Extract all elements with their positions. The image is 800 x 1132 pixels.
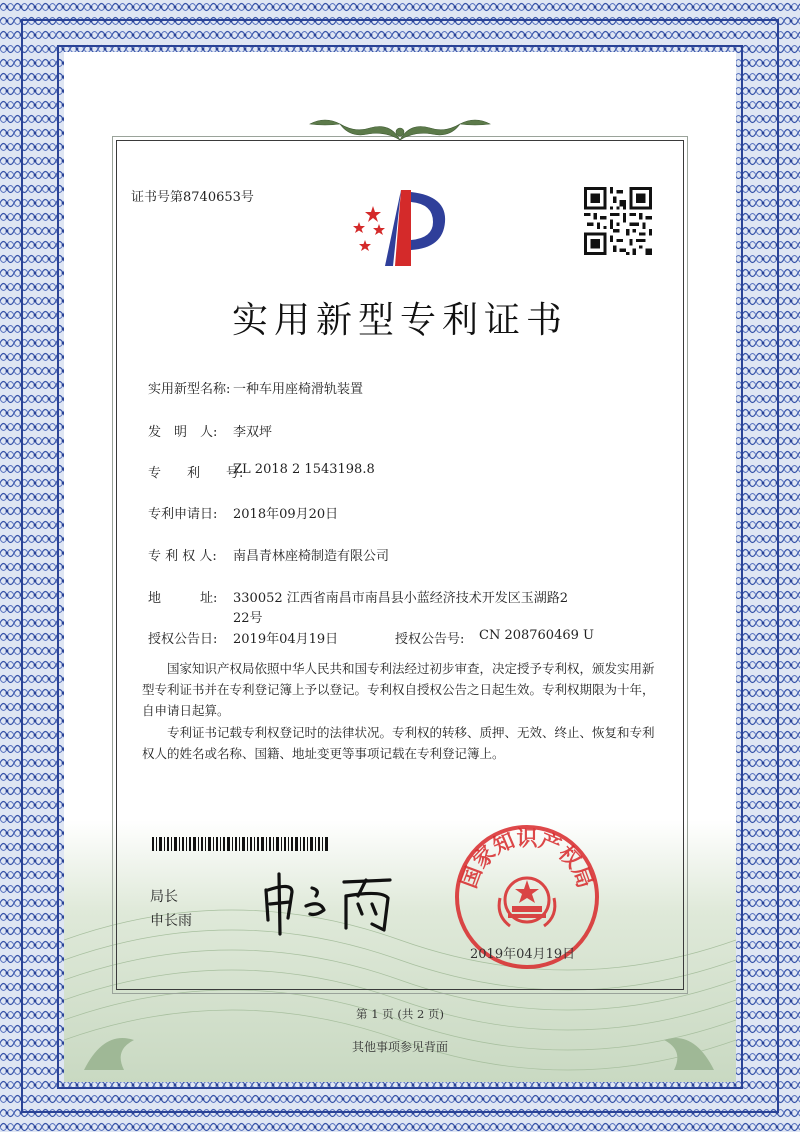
inventor-label: 发 明 人:: [148, 425, 218, 440]
seal-text: 国家知识产权局: [456, 826, 598, 892]
patent-number-label: 专 利 号:: [148, 466, 244, 481]
patentee-value: 南昌青林座椅制造有限公司: [233, 549, 390, 564]
grant-number-label: 授权公告号:: [395, 632, 465, 647]
grant-date-label: 授权公告日:: [148, 632, 218, 647]
handwritten-signature: [258, 868, 408, 938]
grant-date-value: 2019年04月19日: [233, 632, 339, 647]
cnipa-logo-icon: [345, 188, 455, 270]
director-name: 申长雨: [150, 913, 192, 929]
patent-number-value: ZL 2018 2 1543198.8: [233, 462, 375, 477]
certificate-title: 实用新型专利证书: [231, 300, 568, 341]
address-line-2: 22号: [233, 611, 263, 626]
director-title: 局长: [150, 889, 178, 905]
grant-number-value: CN 208760469 U: [479, 628, 594, 643]
filing-date-value: 2018年09月20日: [233, 507, 339, 522]
top-ornament: [300, 110, 500, 150]
body-paragraph-2: 专利证书记载专利权登记时的法律状况。专利权的转移、质押、无效、终止、恢复和专利权人的姓名或名称、国籍、地址变更等事项记载在专利登记簿上。: [142, 725, 655, 761]
utility-model-name-value: 一种车用座椅滑轨装置: [233, 382, 364, 397]
page-number: 第 1 页 (共 2 页): [356, 1007, 444, 1021]
barcode-icon: [152, 837, 328, 851]
body-paragraph-1: 国家知识产权局依照中华人民共和国专利法经过初步审查，决定授予专利权，颁发实用新型专利证书并在专利登记簿上予以登记。专利权自授权公告之日起生效。专利权期限为十年，自申请日起算。: [142, 661, 655, 718]
patentee-label: 专 利 权 人:: [148, 549, 217, 564]
inventor-value: 李双坪: [233, 425, 273, 440]
utility-model-name-label: 实用新型名称:: [148, 382, 231, 397]
address-label: 地 址:: [148, 591, 218, 606]
qr-code-icon: [584, 187, 652, 255]
filing-date-label: 专利申请日:: [148, 507, 218, 522]
seal-date: 2019年04月19日: [470, 947, 576, 962]
address-line-1: 330052 江西省南昌市南昌县小蓝经济技术开发区玉湖路2: [233, 591, 569, 606]
footer-note: 其他事项参见背面: [351, 1040, 448, 1054]
certificate-number: 证书号第8740653号: [131, 190, 254, 205]
